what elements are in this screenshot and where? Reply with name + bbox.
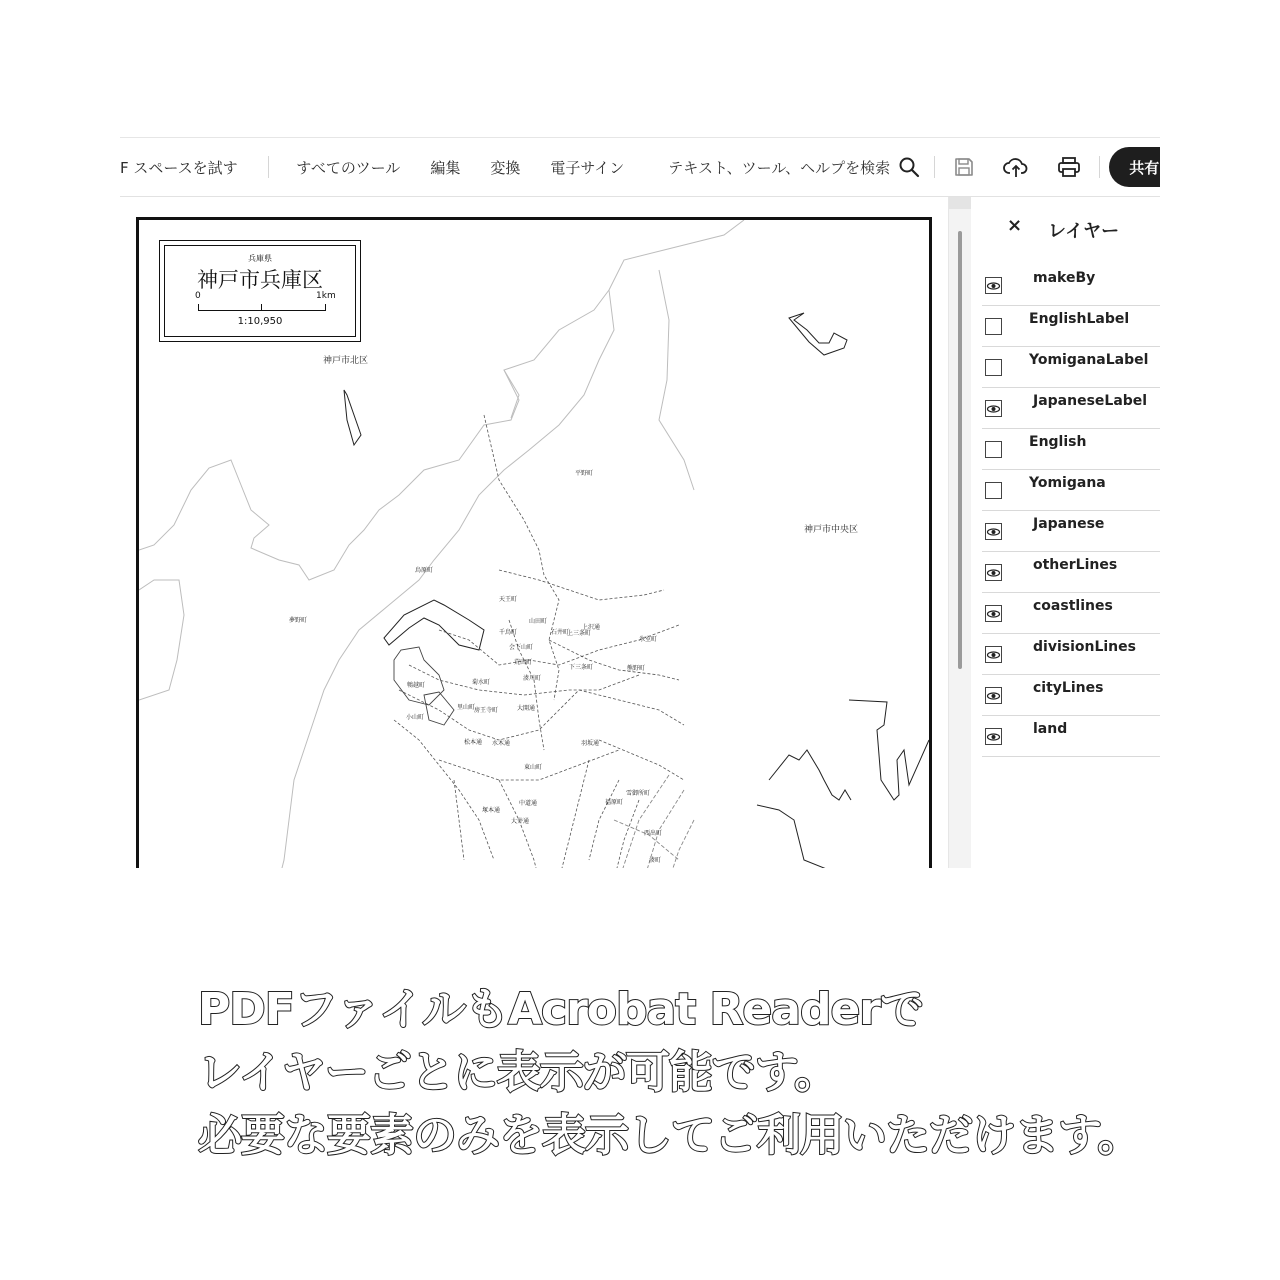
edit-menu[interactable]: 編集 xyxy=(430,158,461,177)
layer-row-otherlines[interactable] xyxy=(982,552,1160,593)
town-label: 福原町 xyxy=(605,799,624,806)
toolbar-divider xyxy=(268,156,269,178)
scrollbar-thumb[interactable] xyxy=(958,231,962,669)
layer-row-coastlines[interactable] xyxy=(982,593,1160,634)
layer-list xyxy=(982,265,1160,757)
neighbor-ward-east: 神戸市中央区 xyxy=(804,525,859,535)
eye-icon[interactable] xyxy=(985,687,1002,704)
town-label: 上沢通 xyxy=(582,624,601,631)
convert-menu[interactable]: 変換 xyxy=(490,158,521,177)
layer-row-yomigana[interactable] xyxy=(982,470,1160,511)
search-icon[interactable] xyxy=(898,154,920,180)
caption-line-3: 必要な要素のみを表示してご利用いただけます。 xyxy=(198,1110,1141,1161)
town-label: 夢野町 xyxy=(289,617,308,624)
layer-name: divisionLines xyxy=(1033,639,1136,655)
town-label: 大井通 xyxy=(511,818,530,825)
layer-row-japanese[interactable] xyxy=(982,511,1160,552)
document-viewer[interactable] xyxy=(120,197,970,868)
layer-name: JapaneseLabel xyxy=(1033,393,1148,409)
esign-menu[interactable]: 電子サイン xyxy=(550,158,625,177)
town-label: 荒田町 xyxy=(514,659,533,666)
scale-km-label: 1km xyxy=(316,291,336,301)
layers-panel-title: レイヤー xyxy=(1048,221,1120,242)
town-label: 東山町 xyxy=(524,764,543,771)
caption-line-2: レイヤーごとに表示が可能です。 xyxy=(198,1047,838,1098)
layer-row-japaneselabel[interactable] xyxy=(982,388,1160,429)
town-label: 中道通 xyxy=(519,800,538,807)
town-label: 石井町 xyxy=(551,629,570,636)
town-label: 里山町 xyxy=(457,704,476,711)
layer-name: Japanese xyxy=(1033,516,1105,532)
map-title: 神戸市兵庫区 xyxy=(197,268,323,292)
town-label: 菊水町 xyxy=(472,679,491,686)
layer-row-englishlabel[interactable] xyxy=(982,306,1160,347)
town-label: 房王寺町 xyxy=(474,707,499,714)
scale-zero-label: 0 xyxy=(195,291,201,301)
empty-checkbox-icon[interactable] xyxy=(985,359,1002,376)
try-space-link[interactable]: F スペースを試す xyxy=(120,158,238,177)
eye-icon[interactable] xyxy=(985,277,1002,294)
print-icon[interactable] xyxy=(1057,154,1081,180)
eye-icon[interactable] xyxy=(985,728,1002,745)
all-tools-menu[interactable]: すべてのツール xyxy=(296,158,401,177)
acrobat-toolbar xyxy=(120,138,1160,197)
layer-name: otherLines xyxy=(1033,557,1118,573)
town-label: 塚本通 xyxy=(482,807,501,814)
layer-row-land[interactable] xyxy=(982,716,1160,757)
close-icon[interactable]: × xyxy=(1007,215,1023,236)
layer-name: makeBy xyxy=(1033,270,1096,286)
toolbar-divider xyxy=(1099,156,1100,178)
town-label: 氷室町 xyxy=(639,636,658,643)
prefecture-label: 兵庫県 xyxy=(248,254,272,263)
town-label: 羽坂通 xyxy=(581,740,600,747)
neighbor-ward-north: 神戸市北区 xyxy=(323,356,369,366)
town-label: 千鳥町 xyxy=(499,629,518,636)
scale-bar xyxy=(198,304,326,311)
map-legend xyxy=(159,240,361,342)
layer-name: EnglishLabel xyxy=(1029,311,1130,327)
save-icon[interactable] xyxy=(953,154,975,180)
promo-caption xyxy=(198,978,1140,1167)
scale-bar-mid xyxy=(261,304,262,310)
search-field[interactable]: テキスト、ツール、ヘルプを検索 xyxy=(668,158,891,177)
empty-checkbox-icon[interactable] xyxy=(985,482,1002,499)
town-label: 烏原町 xyxy=(415,567,434,574)
town-label: 上三条町 xyxy=(567,630,592,637)
town-label: 山田町 xyxy=(529,618,548,625)
town-label: 会下山町 xyxy=(509,644,534,651)
town-label: 水木通 xyxy=(492,740,511,747)
town-label: 湊町 xyxy=(649,857,662,864)
town-label: 鵯越町 xyxy=(407,682,426,689)
layer-name: YomiganaLabel xyxy=(1029,352,1149,368)
town-label: 下三条町 xyxy=(569,664,594,671)
layer-name: coastlines xyxy=(1033,598,1113,614)
layer-row-yomiganalabel[interactable] xyxy=(982,347,1160,388)
layer-row-makeby[interactable] xyxy=(982,265,1160,306)
town-label: 大開通 xyxy=(517,705,536,712)
town-label: 小山町 xyxy=(406,714,425,721)
layers-panel-header xyxy=(971,215,1160,247)
scale-ratio-label: 1:10,950 xyxy=(237,316,283,327)
scrollbar-top-cap xyxy=(949,197,971,209)
layers-panel xyxy=(971,197,1160,868)
caption-line-1: PDFファイルもAcrobat Readerで xyxy=(198,984,924,1035)
eye-icon[interactable] xyxy=(985,564,1002,581)
vertical-scrollbar[interactable] xyxy=(948,197,971,868)
share-button[interactable]: 共有 xyxy=(1109,147,1160,187)
pdf-page-map xyxy=(136,217,932,868)
town-label: 熊野町 xyxy=(627,665,646,672)
layer-row-english[interactable] xyxy=(982,429,1160,470)
town-label: 松本通 xyxy=(464,739,483,746)
eye-icon[interactable] xyxy=(985,523,1002,540)
town-label: 雪御所町 xyxy=(626,790,651,797)
layer-row-citylines[interactable] xyxy=(982,675,1160,716)
layer-name: Yomigana xyxy=(1029,475,1106,491)
eye-icon[interactable] xyxy=(985,646,1002,663)
town-label: 平野町 xyxy=(575,470,594,477)
layer-row-divisionlines[interactable] xyxy=(982,634,1160,675)
layer-name: cityLines xyxy=(1033,680,1104,696)
empty-checkbox-icon[interactable] xyxy=(985,318,1002,335)
upload-cloud-icon[interactable] xyxy=(1003,154,1029,180)
toolbar-divider xyxy=(934,156,935,178)
eye-icon[interactable] xyxy=(985,400,1002,417)
town-label: 天王町 xyxy=(499,596,518,603)
town-label: 西出町 xyxy=(644,830,663,837)
town-label: 湊川町 xyxy=(523,675,542,682)
layer-name: land xyxy=(1033,721,1068,737)
layer-name: English xyxy=(1029,434,1087,450)
empty-checkbox-icon[interactable] xyxy=(985,441,1002,458)
eye-icon[interactable] xyxy=(985,605,1002,622)
